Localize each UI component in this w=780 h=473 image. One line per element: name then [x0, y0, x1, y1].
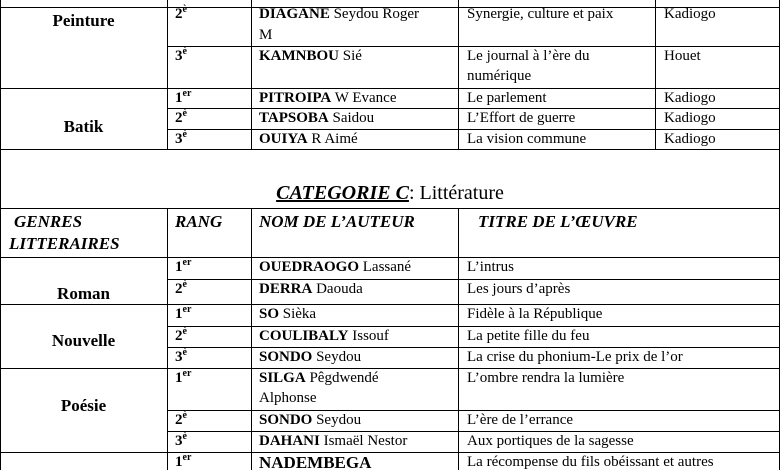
work-title-cell: L’ère de l’errance: [467, 412, 574, 428]
rank-cell: $2^è$: [175, 326, 187, 344]
author-cell: DIAGANE Seydou Roger: [259, 6, 420, 22]
author-cell: SONDO Seydou: [259, 349, 362, 365]
work-title-cell-line2: numérique: [467, 68, 532, 84]
work-title-cell: Aux portiques de la sagesse: [467, 433, 634, 449]
rank-cell: $3^è$: [175, 347, 187, 365]
author-cell: KAMNBOU Sié: [259, 48, 362, 64]
work-title-cell: Synergie, culture et paix: [467, 6, 614, 22]
author-cell: DAHANI Ismaël Nestor: [259, 433, 408, 449]
author-cell: COULIBALY Issouf: [259, 328, 389, 344]
genre-label: Poésie: [60, 396, 107, 415]
genre-label: Roman: [57, 284, 110, 303]
work-title-cell: La vision commune: [467, 131, 587, 147]
rule: [251, 208, 252, 470]
work-title-cell: Les jours d’après: [467, 281, 571, 297]
header-rank: RANG: [175, 212, 223, 231]
work-title-cell: La crise du phonium-Le prix de l’or: [467, 349, 683, 365]
rank-cell: 1er: [175, 368, 192, 386]
author-cell-line2: M: [259, 27, 273, 43]
work-title-cell: Fidèle à la République: [467, 306, 603, 322]
header-work: TITRE DE L’ŒUVRE: [478, 212, 638, 231]
work-title-cell: L’intrus: [467, 259, 514, 275]
rule: [458, 0, 459, 149]
author-cell: DERRA Daouda: [259, 281, 363, 297]
rank-cell: $3^è$: [175, 46, 187, 64]
rank-cell: 1er: [175, 452, 192, 470]
rank-cell: $2^è$: [175, 410, 187, 428]
rank-cell: 1er: [175, 257, 192, 275]
header-genre: GENRES: [14, 212, 83, 231]
author-cell: SO Sièka: [259, 306, 317, 322]
rule: [251, 0, 252, 149]
province-cell: Kadiogo: [664, 90, 716, 106]
header-genre-line2: LITTERAIRES: [9, 234, 120, 253]
rule: [458, 208, 459, 470]
work-title-cell: L’Effort de guerre: [467, 110, 576, 126]
work-title-cell: La petite fille du feu: [467, 328, 590, 344]
author-cell: OUEDRAOGO Lassané: [259, 259, 412, 275]
province-cell: Kadiogo: [664, 6, 716, 22]
rank-cell: $2^è$: [175, 4, 187, 22]
author-cell: PITROIPA W Evance: [259, 90, 397, 106]
work-title-cell: L’ombre rendra la lumière: [467, 370, 625, 386]
author-cell: SONDO Seydou: [259, 412, 362, 428]
rank-cell: $2^è$: [175, 279, 187, 297]
author-cell: NADEMBEGA: [259, 453, 372, 472]
rule: [655, 0, 656, 149]
rank-cell: 1er: [175, 88, 192, 106]
rule: [0, 149, 780, 150]
rank-cell: $3^è$: [175, 431, 187, 449]
province-cell: Houet: [664, 48, 701, 64]
province-cell: Kadiogo: [664, 131, 716, 147]
rule: [167, 0, 168, 149]
author-cell: TAPSOBA Saidou: [259, 110, 375, 126]
rule: [0, 208, 780, 209]
rule: [0, 368, 780, 369]
work-title-cell: La récompense du fils obéissant et autres: [467, 454, 714, 470]
genre-label: Peinture: [52, 11, 115, 30]
rank-cell: $3^è$: [175, 129, 187, 147]
genre-label: Nouvelle: [51, 331, 116, 350]
work-title-cell: Le parlement: [467, 90, 547, 106]
work-title-cell: Le journal à l’ère du: [467, 48, 590, 64]
rule: [0, 304, 780, 305]
author-cell: OUIYA R Aimé: [259, 131, 358, 147]
author-cell: SILGA Pêgdwendé: [259, 370, 379, 386]
province-cell: Kadiogo: [664, 110, 716, 126]
rank-cell: $2^è$: [175, 108, 187, 126]
author-cell-line2: Alphonse: [259, 390, 317, 406]
rank-cell: 1er: [175, 304, 192, 322]
rule: [167, 208, 168, 470]
category-heading: CATEGORIE C: Littérature: [276, 182, 504, 204]
header-author: NOM DE L’AUTEUR: [259, 212, 415, 231]
genre-label: Batik: [63, 117, 104, 136]
